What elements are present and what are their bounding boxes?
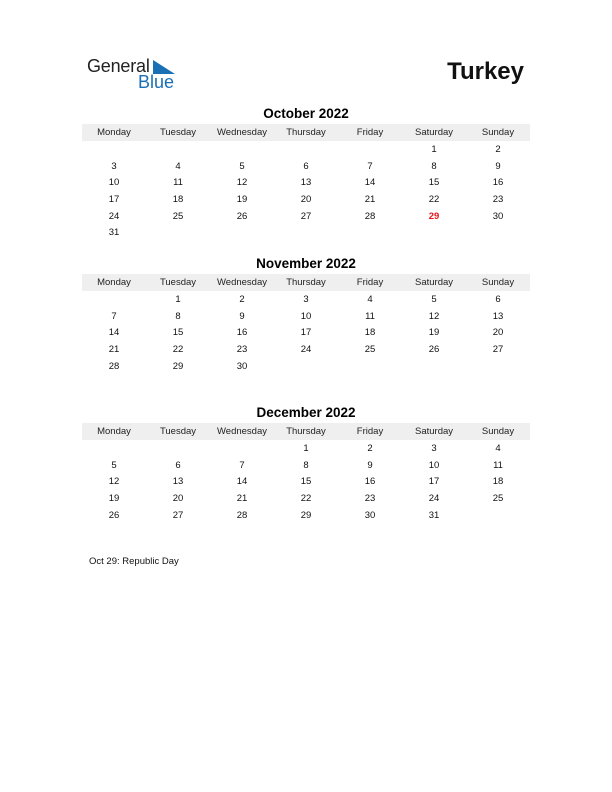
day-cell: 26 — [108, 509, 120, 521]
day-cell: 17 — [108, 194, 120, 206]
month-december — [82, 405, 530, 523]
month-title: November 2022 — [256, 256, 356, 271]
day-cell: 27 — [492, 344, 504, 356]
weekday-label: Wednesday — [217, 426, 267, 437]
day-cell: 15 — [300, 476, 312, 488]
day-cell: 15 — [428, 177, 440, 189]
day-cell: 15 — [172, 327, 184, 339]
day-cell: 24 — [108, 210, 120, 222]
week-row — [82, 291, 530, 308]
weekday-label: Thursday — [286, 426, 326, 437]
week-row — [82, 174, 530, 191]
month-title: December 2022 — [256, 405, 356, 420]
day-cell: 8 — [175, 310, 181, 322]
day-cell: 17 — [300, 327, 312, 339]
weekday-label: Sunday — [481, 127, 515, 138]
week-row — [82, 341, 530, 358]
day-cell: 25 — [492, 493, 504, 505]
day-cell: 6 — [303, 160, 309, 172]
empty-day-cell — [82, 440, 146, 457]
day-cell: 1 — [303, 443, 309, 454]
empty-day-cell — [82, 291, 146, 308]
day-cell: 20 — [492, 327, 504, 339]
empty-day-cell — [274, 224, 338, 241]
day-cell: 4 — [495, 443, 501, 454]
day-cell: 31 — [428, 509, 440, 521]
empty-day-cell — [466, 358, 530, 375]
day-cell: 2 — [495, 144, 501, 155]
day-cell: 27 — [172, 509, 184, 521]
weekday-label: Tuesday — [159, 426, 197, 437]
day-cell: 13 — [300, 177, 312, 189]
day-cell: 11 — [365, 310, 375, 322]
weekday-label: Friday — [356, 127, 384, 138]
day-cell: 9 — [239, 310, 245, 322]
empty-day-cell — [146, 440, 210, 457]
day-cell: 14 — [108, 327, 120, 339]
day-cell: 2 — [367, 443, 373, 454]
country-title: Turkey — [447, 58, 524, 85]
empty-day-cell — [210, 141, 274, 158]
day-cell: 29 — [172, 360, 184, 372]
day-cell: 26 — [236, 210, 248, 222]
week-row — [82, 490, 530, 507]
weekday-label: Thursday — [286, 127, 326, 138]
weekday-label: Sunday — [481, 426, 515, 437]
day-cell: 26 — [428, 344, 440, 356]
empty-day-cell — [82, 141, 146, 158]
day-cell: 3 — [303, 294, 309, 305]
day-cell: 28 — [364, 210, 376, 222]
weekday-header-row — [82, 124, 530, 141]
day-cell: 25 — [364, 344, 376, 356]
day-cell: 25 — [172, 210, 184, 222]
day-cell: 18 — [172, 194, 184, 206]
day-cell: 22 — [300, 493, 312, 505]
day-cell: 7 — [239, 459, 245, 471]
day-cell: 2 — [239, 294, 245, 305]
day-cell: 10 — [108, 177, 120, 189]
weekday-label: Friday — [356, 277, 384, 288]
day-cell: 21 — [236, 493, 248, 505]
day-cell: 24 — [428, 493, 440, 505]
day-cell: 30 — [492, 210, 504, 222]
weekday-label: Wednesday — [217, 277, 267, 288]
day-cell: 9 — [495, 160, 501, 172]
day-cell: 16 — [236, 327, 248, 339]
weekday-label: Monday — [97, 277, 131, 288]
day-cell: 3 — [431, 443, 437, 454]
week-row — [82, 191, 530, 208]
day-cell: 8 — [431, 160, 437, 172]
day-cell: 12 — [236, 177, 248, 189]
day-cell: 24 — [300, 344, 312, 356]
day-cell: 13 — [492, 310, 504, 322]
empty-day-cell — [338, 141, 402, 158]
day-cell: 28 — [236, 509, 248, 521]
day-cell: 30 — [236, 360, 248, 372]
week-row — [82, 440, 530, 457]
month-october — [82, 106, 530, 241]
day-cell: 19 — [428, 327, 440, 339]
week-row — [82, 507, 530, 524]
weekday-label: Wednesday — [217, 127, 267, 138]
holiday-note: Oct 29: Republic Day — [89, 556, 179, 567]
logo-blue-text: Blue — [138, 72, 175, 92]
logo — [87, 56, 187, 92]
day-cell: 17 — [428, 476, 440, 488]
day-cell: 12 — [108, 476, 120, 488]
day-cell: 4 — [175, 160, 181, 172]
day-cell: 1 — [431, 144, 437, 155]
day-cell: 1 — [175, 294, 181, 305]
weekday-label: Tuesday — [159, 127, 197, 138]
day-cell: 23 — [236, 344, 248, 356]
day-cell: 19 — [108, 493, 120, 505]
empty-day-cell — [466, 507, 530, 524]
day-cell: 22 — [172, 344, 184, 356]
week-row — [82, 473, 530, 490]
weekday-label: Tuesday — [159, 277, 197, 288]
day-cell: 20 — [172, 493, 184, 505]
logo-general-text: General — [87, 56, 150, 76]
empty-day-cell — [274, 141, 338, 158]
day-cell: 5 — [111, 459, 117, 471]
day-cell: 14 — [364, 177, 376, 189]
week-row — [82, 208, 530, 225]
day-cell: 21 — [364, 194, 376, 206]
day-cell: 27 — [300, 210, 312, 222]
day-cell: 16 — [492, 177, 504, 189]
weekday-header-row — [82, 274, 530, 291]
weekday-label: Saturday — [414, 127, 454, 138]
day-cell: 7 — [367, 160, 373, 172]
day-cell: 22 — [428, 194, 440, 206]
empty-day-cell — [402, 358, 466, 375]
day-cell: 9 — [367, 459, 373, 471]
day-cell: 13 — [172, 476, 184, 488]
week-row — [82, 457, 530, 474]
day-cell: 6 — [175, 459, 181, 471]
weekday-label: Monday — [97, 426, 131, 437]
day-cell: 8 — [303, 459, 309, 471]
day-cell: 4 — [367, 294, 373, 305]
weekday-label: Friday — [356, 426, 384, 437]
day-cell: 6 — [495, 294, 501, 305]
weekday-header-row — [82, 423, 530, 440]
weekday-label: Saturday — [414, 277, 454, 288]
empty-day-cell — [466, 224, 530, 241]
weekday-label: Sunday — [481, 277, 515, 288]
empty-day-cell — [274, 358, 338, 375]
day-cell: 21 — [108, 344, 120, 356]
week-row — [82, 141, 530, 158]
day-cell: 5 — [239, 160, 245, 172]
week-row — [82, 358, 530, 375]
month-november — [82, 256, 530, 374]
day-cell: 19 — [236, 194, 248, 206]
empty-day-cell — [146, 224, 210, 241]
weekday-label: Thursday — [286, 277, 326, 288]
month-title: October 2022 — [263, 106, 349, 121]
day-cell: 16 — [364, 476, 376, 488]
day-cell: 10 — [428, 459, 440, 471]
empty-day-cell — [210, 440, 274, 457]
day-cell: 23 — [364, 493, 376, 505]
holiday-day-cell: 29 — [428, 210, 440, 222]
day-cell: 3 — [111, 160, 117, 172]
week-row — [82, 224, 530, 241]
empty-day-cell — [338, 358, 402, 375]
empty-day-cell — [338, 224, 402, 241]
week-row — [82, 158, 530, 175]
weekday-label: Saturday — [414, 426, 454, 437]
day-cell: 29 — [300, 509, 312, 521]
day-cell: 20 — [300, 194, 312, 206]
day-cell: 31 — [108, 227, 120, 239]
day-cell: 12 — [428, 310, 440, 322]
weekday-label: Monday — [97, 127, 131, 138]
day-cell: 18 — [492, 476, 504, 488]
day-cell: 23 — [492, 194, 504, 206]
week-row — [82, 308, 530, 325]
day-cell: 10 — [300, 310, 312, 322]
day-cell: 7 — [111, 310, 117, 322]
day-cell: 11 — [173, 177, 183, 189]
day-cell: 18 — [364, 327, 376, 339]
day-cell: 14 — [236, 476, 248, 488]
empty-day-cell — [146, 141, 210, 158]
empty-day-cell — [210, 224, 274, 241]
week-row — [82, 324, 530, 341]
empty-day-cell — [402, 224, 466, 241]
day-cell: 30 — [364, 509, 376, 521]
day-cell: 11 — [493, 459, 503, 471]
day-cell: 5 — [431, 294, 437, 305]
day-cell: 28 — [108, 360, 120, 372]
